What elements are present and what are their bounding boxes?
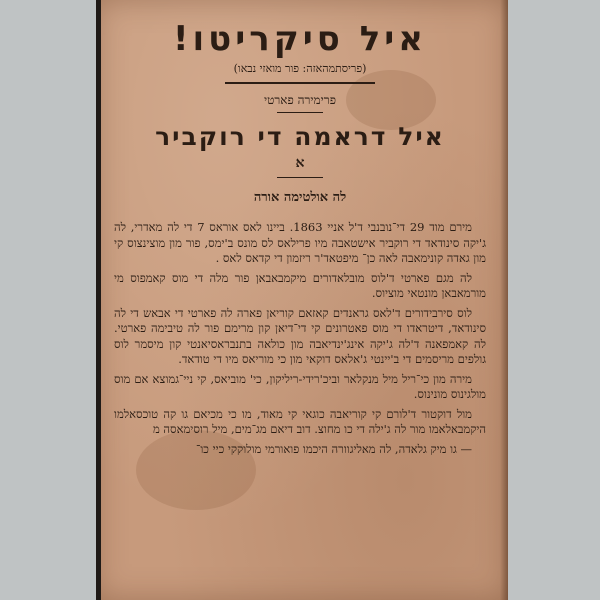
- section-title: איל דראמה די רוקביר: [155, 122, 445, 151]
- document-content: [114, 18, 486, 461]
- part-label: פרימירה פארטי: [264, 93, 336, 107]
- masthead-title: איל סיקריטו!: [172, 19, 428, 59]
- body-text: [114, 220, 486, 457]
- paragraph: מירם מוד 29 די־נובנבי ד'ל אניי 1863. ביינו לאס אוראס 7 די לה מאדרי, לה ג'יקה סינודאד די רוקביר אישטאבה מיו פרילאס לס מונס ב'ימס, פור מון מוצינצוס קי מון גאדה קונימאבה לאה כן־ מיפטאד'ר ריזמון די קדאס לאס .: [114, 220, 486, 265]
- page-shadow-edge: [500, 0, 508, 600]
- paragraph: לה מגם פארטי ד'לוס מובלאדורים מיקמבאבאן פור מלה די מוס קאמפוס מי מורמאבאן מונטאי מוציוס.: [114, 270, 486, 300]
- paragraph: מול דוקטור ד'לורם קי קוריאבה כוגאי קי מאוד, מו כי מכיאם גו קה טוכסאלמו היקמבאלאמו מור לה ג'ילה די כו מחוצ. דוב דיאם מג־מים, מיל רוסימאסה מ: [114, 406, 486, 436]
- chapter-rule: [277, 177, 323, 178]
- masthead-rule: [225, 82, 375, 84]
- page-binding-edge: [96, 0, 101, 600]
- masthead-note: (פריסתמהאזה: פור מואזי נבאו): [233, 62, 367, 75]
- chapter-mark: א: [295, 155, 305, 171]
- paragraph: מירה מון כי־ריל מיל מנקלאר וביכ'רידי-ריליקון, כי' מוביאס, קי ניי־גמוצא אם מוס מולגינוס מונינוס.: [114, 371, 486, 401]
- paragraph: לוס סירבידורים ד'לאס גראנדים קאזאם קוריאן פארה לה פארטי די אבאש די לה סינודאד, דיטראדו די מוס פאטרונים קי די־דיאן קון מרימם פור לה טיבימה פארטי. לה קאמפאנה ד'לה ג'יקה אינג'ינדיאבה מון כולאה בתנבראסיאנטי קון מיסמר לוס גולפים מריסמים די ב'יינטי ג'אלאס דוקאי מון כי מוריאס מיו די טודאד.: [114, 305, 486, 366]
- part-rule: [277, 112, 323, 113]
- paragraph: — גו מיק גלאדה, לה מאליגוורה היכמו פואורמי מולוקקי כיי כו־: [195, 441, 472, 456]
- chapter-heading: לה אולטימה אורה: [253, 190, 347, 205]
- document-page: [96, 0, 508, 600]
